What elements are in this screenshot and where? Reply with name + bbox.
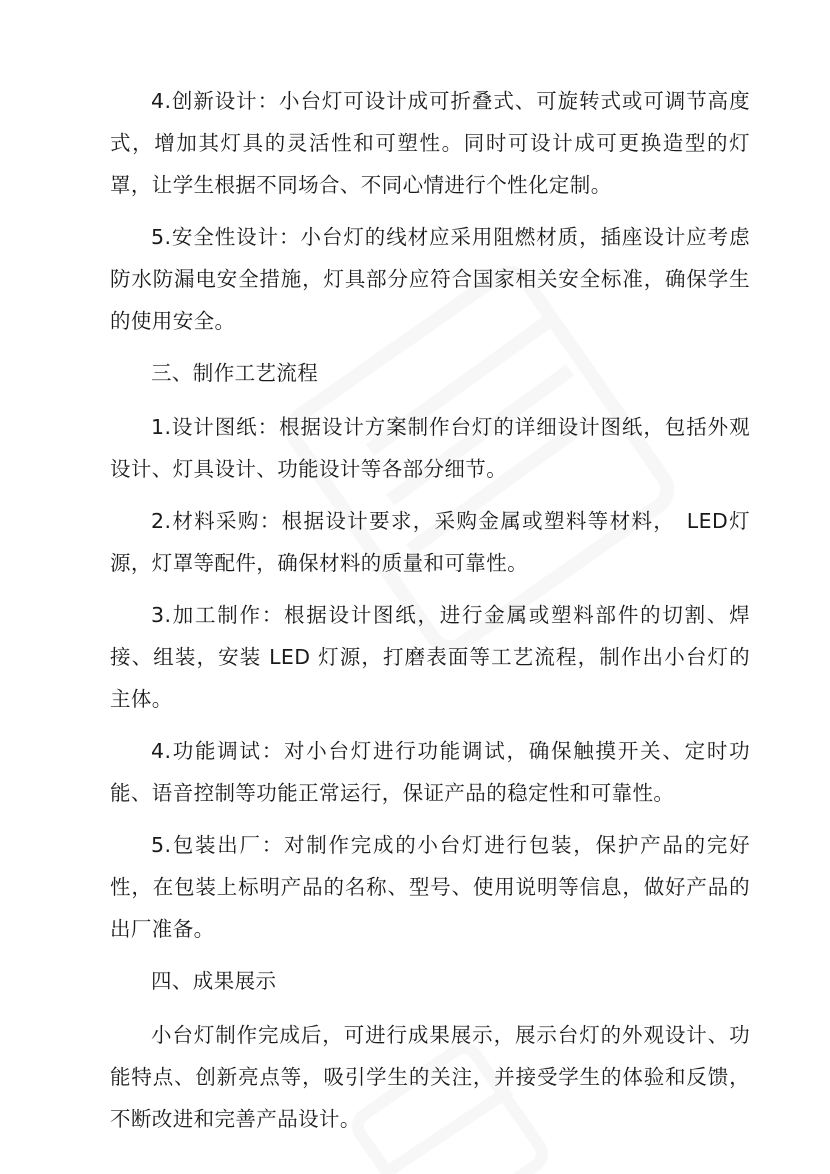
paragraph-packaging: 5.包装出厂：对制作完成的小台灯进行包装，保护产品的完好性，在包装上标明产品的名称、型号、使用说明等信息，做好产品的出厂准备。: [110, 833, 750, 941]
paragraph-design-drawings: 1.设计图纸：根据设计方案制作台灯的详细设计图纸，包括外观设计、灯具设计、功能设计等各部分细节。: [110, 415, 750, 481]
paragraph-manufacturing: 3.加工制作：根据设计图纸，进行金属或塑料部件的切割、焊接、组装，安装 LED 灯源，打磨表面等工艺流程，制作出小台灯的主体。: [110, 603, 750, 711]
paragraph-function-testing: 4.功能调试：对小台灯进行功能调试，确保触摸开关、定时功能、语音控制等功能正常运行，保证产品的稳定性和可靠性。: [110, 739, 750, 805]
paragraph-material-procurement: 2.材料采购：根据设计要求，采购金属或塑料等材料， LED灯源，灯罩等配件，确保材料的质量和可靠性。: [110, 509, 750, 575]
paragraph-results-display: 小台灯制作完成后，可进行成果展示，展示台灯的外观设计、功能特点、创新亮点等，吸引学生的关注，并接受学生的体验和反馈，不断改进和完善产品设计。: [110, 1023, 750, 1131]
paragraph-safety-design: 5.安全性设计：小台灯的线材应采用阻燃材质，插座设计应考虑防水防漏电安全措施，灯具部分应符合国家相关安全标准，确保学生的使用安全。: [110, 225, 750, 333]
section-heading-results: 四、成果展示: [151, 969, 277, 993]
paragraph-innovation-design: 4.创新设计：小台灯可设计成可折叠式、可旋转式或可调节高度式，增加其灯具的灵活性和可塑性。同时可设计成可更换造型的灯罩，让学生根据不同场合、不同心情进行个性化定制。: [110, 89, 750, 197]
document-body: [110, 80, 750, 1150]
section-heading-process: 三、制作工艺流程: [151, 361, 319, 385]
